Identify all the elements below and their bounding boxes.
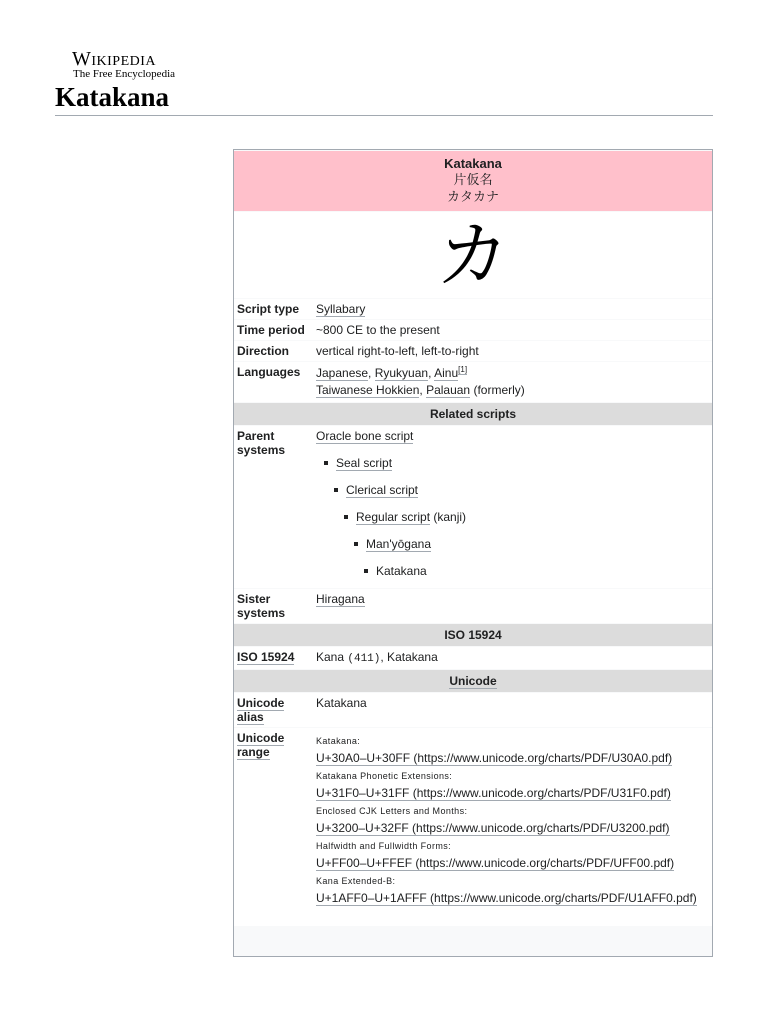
link-palauan[interactable]: Palauan <box>426 383 471 397</box>
parent-item-6 <box>376 564 709 578</box>
label-unicode-range <box>234 728 313 926</box>
row-parent-systems <box>234 426 712 588</box>
link-japanese[interactable]: Japanese <box>316 366 369 380</box>
range-name-halfwidth-fullwidth: Halfwidth and Fullwidth Forms: <box>316 841 452 851</box>
value-iso-15924 <box>313 647 712 669</box>
parent-subtree-4 <box>356 537 709 578</box>
range-value-phonetic-extensions <box>316 785 709 801</box>
link-syllabary[interactable]: Syllabary <box>316 302 366 316</box>
label-languages: Languages <box>234 362 313 402</box>
wordmark-text: Wikipedia <box>72 48 157 70</box>
value-script-type <box>313 299 712 319</box>
link-clerical-script[interactable]: Clerical script <box>346 483 419 497</box>
link-hiragana[interactable]: Hiragana <box>316 592 365 606</box>
katakana-current: Katakana <box>376 564 427 578</box>
row-time-period <box>234 320 712 340</box>
title-divider <box>55 115 713 116</box>
label-time-period: Time period <box>234 320 313 340</box>
label-parent-systems: Parent systems <box>234 426 313 588</box>
range-link-katakana[interactable]: U+30A0–U+30FF (https://www.unicode.org/charts/PDF/U30A0.pdf) <box>316 751 673 765</box>
row-iso-15924 <box>234 647 712 669</box>
value-languages: Japanese, Ryukyuan, Ainu[1] Taiwanese Hokkien, Palauan (formerly) <box>313 362 712 402</box>
parent-item-5 <box>366 537 709 578</box>
parent-subtree-2 <box>336 483 709 578</box>
infobox-table <box>234 150 712 927</box>
katakana-ka-glyph: カ <box>434 213 512 297</box>
infobox-title-row <box>234 151 712 211</box>
parent-systems-tree <box>316 429 709 578</box>
label-script-type: Script type <box>234 299 313 319</box>
range-name-phonetic-extensions: Katakana Phonetic Extensions: <box>316 771 453 781</box>
value-unicode-alias: Katakana <box>313 693 712 727</box>
link-unicode[interactable]: Unicode <box>449 674 497 688</box>
label-iso-15924 <box>234 647 313 669</box>
page-title: Katakana <box>55 82 170 112</box>
infobox-title <box>234 151 712 211</box>
range-name-katakana: Katakana: <box>316 736 361 746</box>
infobox <box>233 149 713 957</box>
label-direction: Direction <box>234 341 313 361</box>
row-direction <box>234 341 712 361</box>
parent-subtree-5 <box>366 564 709 578</box>
reference-1[interactable] <box>458 365 467 375</box>
section-related-scripts: Related scripts <box>234 403 712 425</box>
row-unicode-header <box>234 670 712 692</box>
row-related-scripts-header <box>234 403 712 425</box>
link-oracle-bone-script[interactable]: Oracle bone script <box>316 429 414 443</box>
link-ainu[interactable]: Ainu <box>434 366 459 380</box>
wikipedia-wordmark[interactable] <box>72 48 156 70</box>
row-iso-header <box>234 624 712 646</box>
parent-subtree-1 <box>316 456 709 578</box>
section-iso-15924: ISO 15924 <box>234 624 712 646</box>
reference-1-link[interactable]: [1] <box>458 365 468 374</box>
link-ryukyuan[interactable]: Ryukyuan <box>374 366 429 380</box>
range-value-enclosed-cjk <box>316 820 709 836</box>
parent-item-1 <box>316 429 709 578</box>
range-link-halfwidth-fullwidth[interactable]: U+FF00–U+FFEF (https://www.unicode.org/charts/PDF/UFF00.pdf) <box>316 856 675 870</box>
value-direction: vertical right-to-left, left-to-right <box>313 341 712 361</box>
parent-item-3 <box>346 483 709 578</box>
link-regular-script[interactable]: Regular script <box>356 510 431 524</box>
value-sister-systems <box>313 589 712 623</box>
link-manyogana[interactable]: Man'yōgana <box>366 537 432 551</box>
row-languages <box>234 362 712 402</box>
infobox-title-kana: カタカナ <box>446 190 499 205</box>
value-parent-systems <box>313 426 712 588</box>
range-name-enclosed-cjk: Enclosed CJK Letters and Months: <box>316 806 468 816</box>
parent-item-2 <box>336 456 709 578</box>
row-unicode-range <box>234 728 712 926</box>
row-sister-systems <box>234 589 712 623</box>
value-unicode-range <box>313 728 712 926</box>
link-unicode-range[interactable]: Unicode range <box>237 731 285 759</box>
range-value-halfwidth-fullwidth <box>316 855 709 871</box>
link-taiwanese-hokkien[interactable]: Taiwanese Hokkien <box>316 383 420 397</box>
range-link-enclosed-cjk[interactable]: U+3200–U+32FF (https://www.unicode.org/charts/PDF/U3200.pdf) <box>316 821 670 835</box>
section-unicode <box>234 670 712 692</box>
link-iso-15924[interactable]: ISO 15924 <box>237 650 295 664</box>
infobox-image[interactable] <box>234 212 712 298</box>
row-script-type <box>234 299 712 319</box>
formerly-note: (formerly) <box>473 383 525 397</box>
range-value-kana-extended-b <box>316 890 709 906</box>
infobox-title-kanji: 片仮名 <box>453 173 493 188</box>
range-name-kana-extended-b: Kana Extended-B: <box>316 876 396 886</box>
parent-item-4 <box>356 510 709 578</box>
infobox-title-name: Katakana <box>444 156 502 171</box>
label-sister-systems: Sister systems <box>234 589 313 623</box>
label-unicode-alias <box>234 693 313 727</box>
iso-code-suffix: , Katakana <box>380 650 438 664</box>
range-link-phonetic-extensions[interactable]: U+31F0–U+31FF (https://www.unicode.org/charts/PDF/U31F0.pdf) <box>316 786 671 800</box>
parent-subtree-3 <box>346 510 709 578</box>
row-unicode-alias <box>234 693 712 727</box>
wikipedia-tagline: The Free Encyclopedia <box>73 68 176 80</box>
value-time-period: ~800 CE to the present <box>313 320 712 340</box>
link-seal-script[interactable]: Seal script <box>336 456 393 470</box>
regular-script-suffix: (kanji) <box>430 510 467 524</box>
iso-code-number: (411) <box>347 653 381 665</box>
iso-code-name: Kana <box>316 650 345 664</box>
range-link-kana-extended-b[interactable]: U+1AFF0–U+1AFFF (https://www.unicode.org/charts/PDF/U1AFF0.pdf) <box>316 891 697 905</box>
infobox-image-row <box>234 212 712 298</box>
range-value-katakana <box>316 750 709 766</box>
link-unicode-alias[interactable]: Unicode alias <box>237 696 285 724</box>
